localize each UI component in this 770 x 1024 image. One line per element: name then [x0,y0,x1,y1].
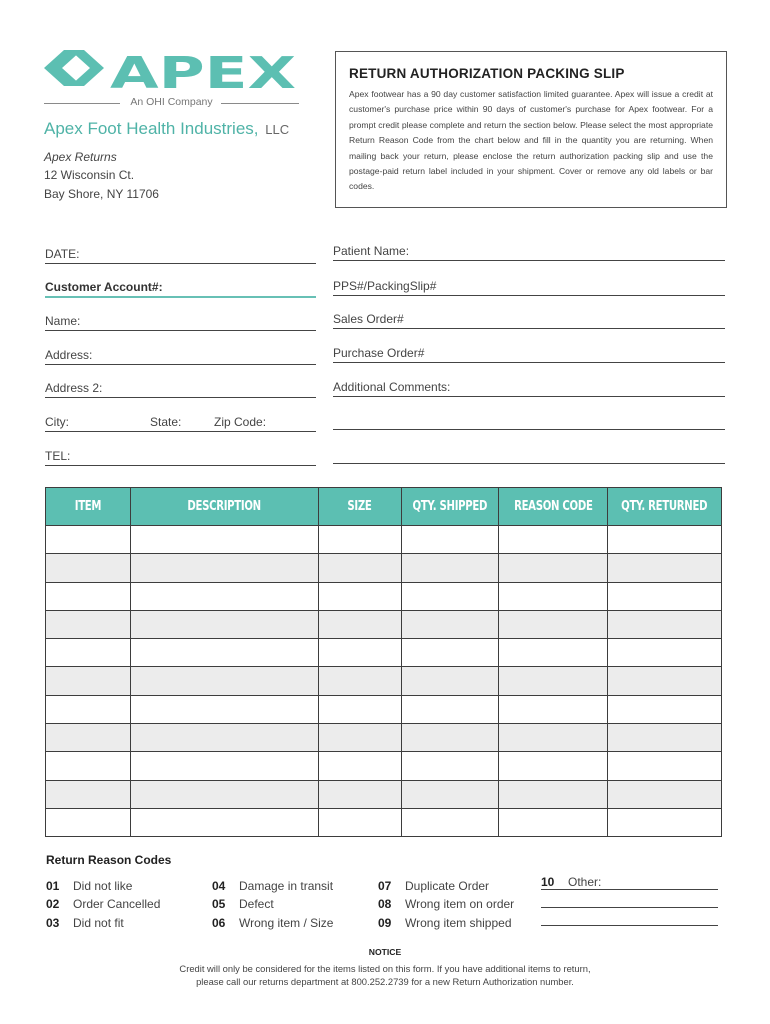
comments-line-3[interactable] [333,448,725,464]
sales-order-label: Sales Order# [333,312,404,326]
reason-code-03: 03 Did not fit [46,916,124,930]
form-title: RETURN AUTHORIZATION PACKING SLIP [349,66,625,81]
table-row [46,610,722,638]
notice-line2: please call our returns department at 800.252.2739 for a new Return Authorization number. [196,976,574,987]
col-header-size: SIZE [318,488,401,526]
zip-label: Zip Code: [214,415,267,429]
city-label: City: [45,415,69,429]
table-row [46,752,722,780]
purchase-order-label: Purchase Order# [333,346,425,360]
table-row [46,554,722,582]
guarantee-text: Apex footwear has a 90 day customer satisfaction limited guarantee. Apex will issue a credit at customer's purchase price within 90 days of customer's purchase for Apex footwear. For a prompt credit please complete and return the section below. Please select the most appropriate Return Reason Code from the chart below and fill in the quantity you are returning. When mailing back your return, please enclose the return authorization packing slip and use the postage-paid return label included in your shipment. Cover or remove any old labels or bar codes. [349,89,713,192]
table-row [46,526,722,554]
other-line-1[interactable] [541,889,718,890]
company-name-text: Apex Foot Health Industries, [44,119,259,138]
reason-code-09: 09 Wrong item shipped [378,916,512,930]
customer-account-field[interactable] [45,282,316,298]
notice-line1: Credit will only be considered for the items listed on this form. If you have additional items to return, [179,963,591,974]
address2-label: Address 2: [45,381,103,395]
patient-name-field[interactable] [333,245,725,261]
reason-code-08: 08 Wrong item on order [378,897,515,911]
logo-wordmark: APEX [110,48,297,96]
reason-code-01: 01 Did not like [46,879,133,893]
tagline-text: An OHI Company [130,96,213,108]
address-label: Address: [45,348,93,362]
address2-field[interactable] [45,382,316,398]
col-header-description: DESCRIPTION [131,488,319,526]
name-label: Name: [45,314,81,328]
other-line-3[interactable] [541,925,718,926]
name-field[interactable] [45,315,316,331]
company-tagline [44,96,299,110]
pps-packing-slip-field[interactable] [333,280,725,296]
reason-code-06: 06 Wrong item / Size [212,916,334,930]
return-items-table [45,487,722,837]
reason-code-07: 07 Duplicate Order [378,879,490,893]
table-row [46,582,722,610]
patient-name-label: Patient Name: [333,244,410,258]
comments-line-2[interactable] [333,414,725,430]
address-field[interactable] [45,349,316,365]
company-suffix: LLC [265,122,290,137]
city-state-zip-field[interactable] [45,416,316,432]
date-label: DATE: [45,247,80,261]
reason-code-04: 04 Damage in transit [212,879,334,893]
info-box [335,51,727,208]
pps-packing-slip-label: PPS#/PackingSlip# [333,279,437,293]
return-codes-title: Return Reason Codes [46,853,172,867]
table-row [46,780,722,808]
table-row [46,695,722,723]
sales-order-field[interactable] [333,313,725,329]
table-row [46,808,722,836]
reason-code-02: 02 Order Cancelled [46,897,161,911]
purchase-order-field[interactable] [333,347,725,363]
col-header-item: ITEM [46,488,131,526]
return-address-line2: 12 Wisconsin Ct. [44,168,135,182]
customer-account-label: Customer Account#: [45,280,163,294]
company-name [44,119,289,139]
reason-code-10: 10 Other: [541,875,602,889]
additional-comments-field[interactable] [333,381,725,397]
table-header-row [46,488,722,526]
return-address-line3: Bay Shore, NY 11706 [44,187,159,201]
apex-logo [44,46,299,96]
reason-code-05: 05 Defect [212,897,274,911]
return-address-line1: Apex Returns [44,150,117,164]
col-header-qty-returned: QTY. RETURNED [608,488,722,526]
table-row [46,667,722,695]
date-field[interactable] [45,248,316,264]
state-label: State: [150,415,182,429]
col-header-qty-shipped: QTY. SHIPPED [401,488,498,526]
tel-label: TEL: [45,449,71,463]
other-line-2[interactable] [541,907,718,908]
notice-title: NOTICE [368,947,402,957]
col-header-reason-code: REASON CODE [498,488,608,526]
tel-field[interactable] [45,450,316,466]
additional-comments-label: Additional Comments: [333,380,451,394]
table-row [46,639,722,667]
table-row [46,724,722,752]
